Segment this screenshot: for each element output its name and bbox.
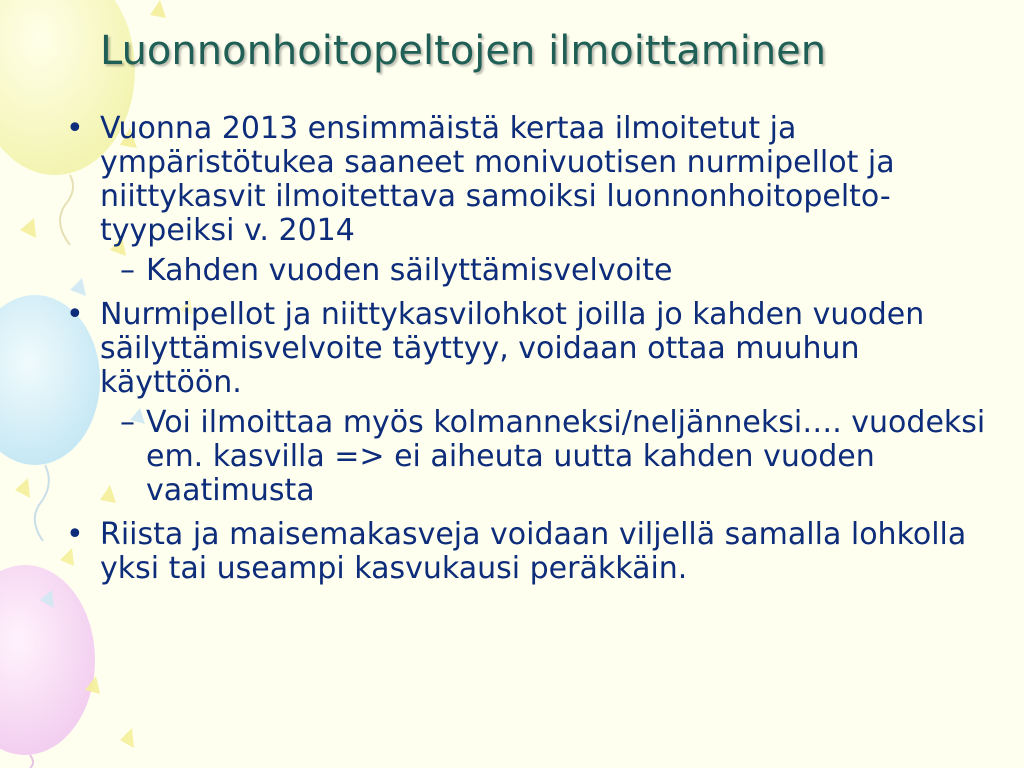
bullet-text: Vuonna 2013 ensimmäistä kertaa ilmoitetut ja ympäristötukea saaneet monivuotisen nurmipellot ja niittykasvit ilmoitettava samoiksi luonnonhoitopelto-tyypeiksi v. 2014 [100,111,895,248]
page-title: Luonnonhoitopeltojen ilmoittaminen [100,28,827,74]
sub-list-item [100,254,990,288]
sub-list-item [100,406,990,508]
bullet-list [60,112,990,591]
bullet-dot: • [66,111,84,146]
sub-list [100,254,990,288]
sub-bullet-text: Kahden vuoden säilyttämisvelvoite [146,253,673,288]
bullet-text: Nurmipellot ja niittykasvilohkot joilla jo kahden vuoden säilyttämisvelvoite täyttyy, voidaan ottaa muuhun käyttöön. [100,297,925,400]
bullet-dot: • [66,517,84,552]
list-item [60,112,990,288]
sub-bullet-dash: – [120,405,135,440]
list-item [60,298,990,508]
sub-bullet-dash: – [120,253,135,288]
pink-balloon [0,565,95,755]
bullet-dot: • [66,297,84,332]
sub-bullet-text: Voi ilmoittaa myös kolmanneksi/neljänneksi…. vuodeksi em. kasvilla => ei aiheuta uutta kahden vuoden vaatimusta [146,405,986,508]
sub-list [100,406,990,508]
list-item [60,518,990,586]
bullet-text: Riista ja maisemakasveja voidaan viljellä samalla lohkolla yksi tai useampi kasvukausi peräkkäin. [100,517,967,586]
